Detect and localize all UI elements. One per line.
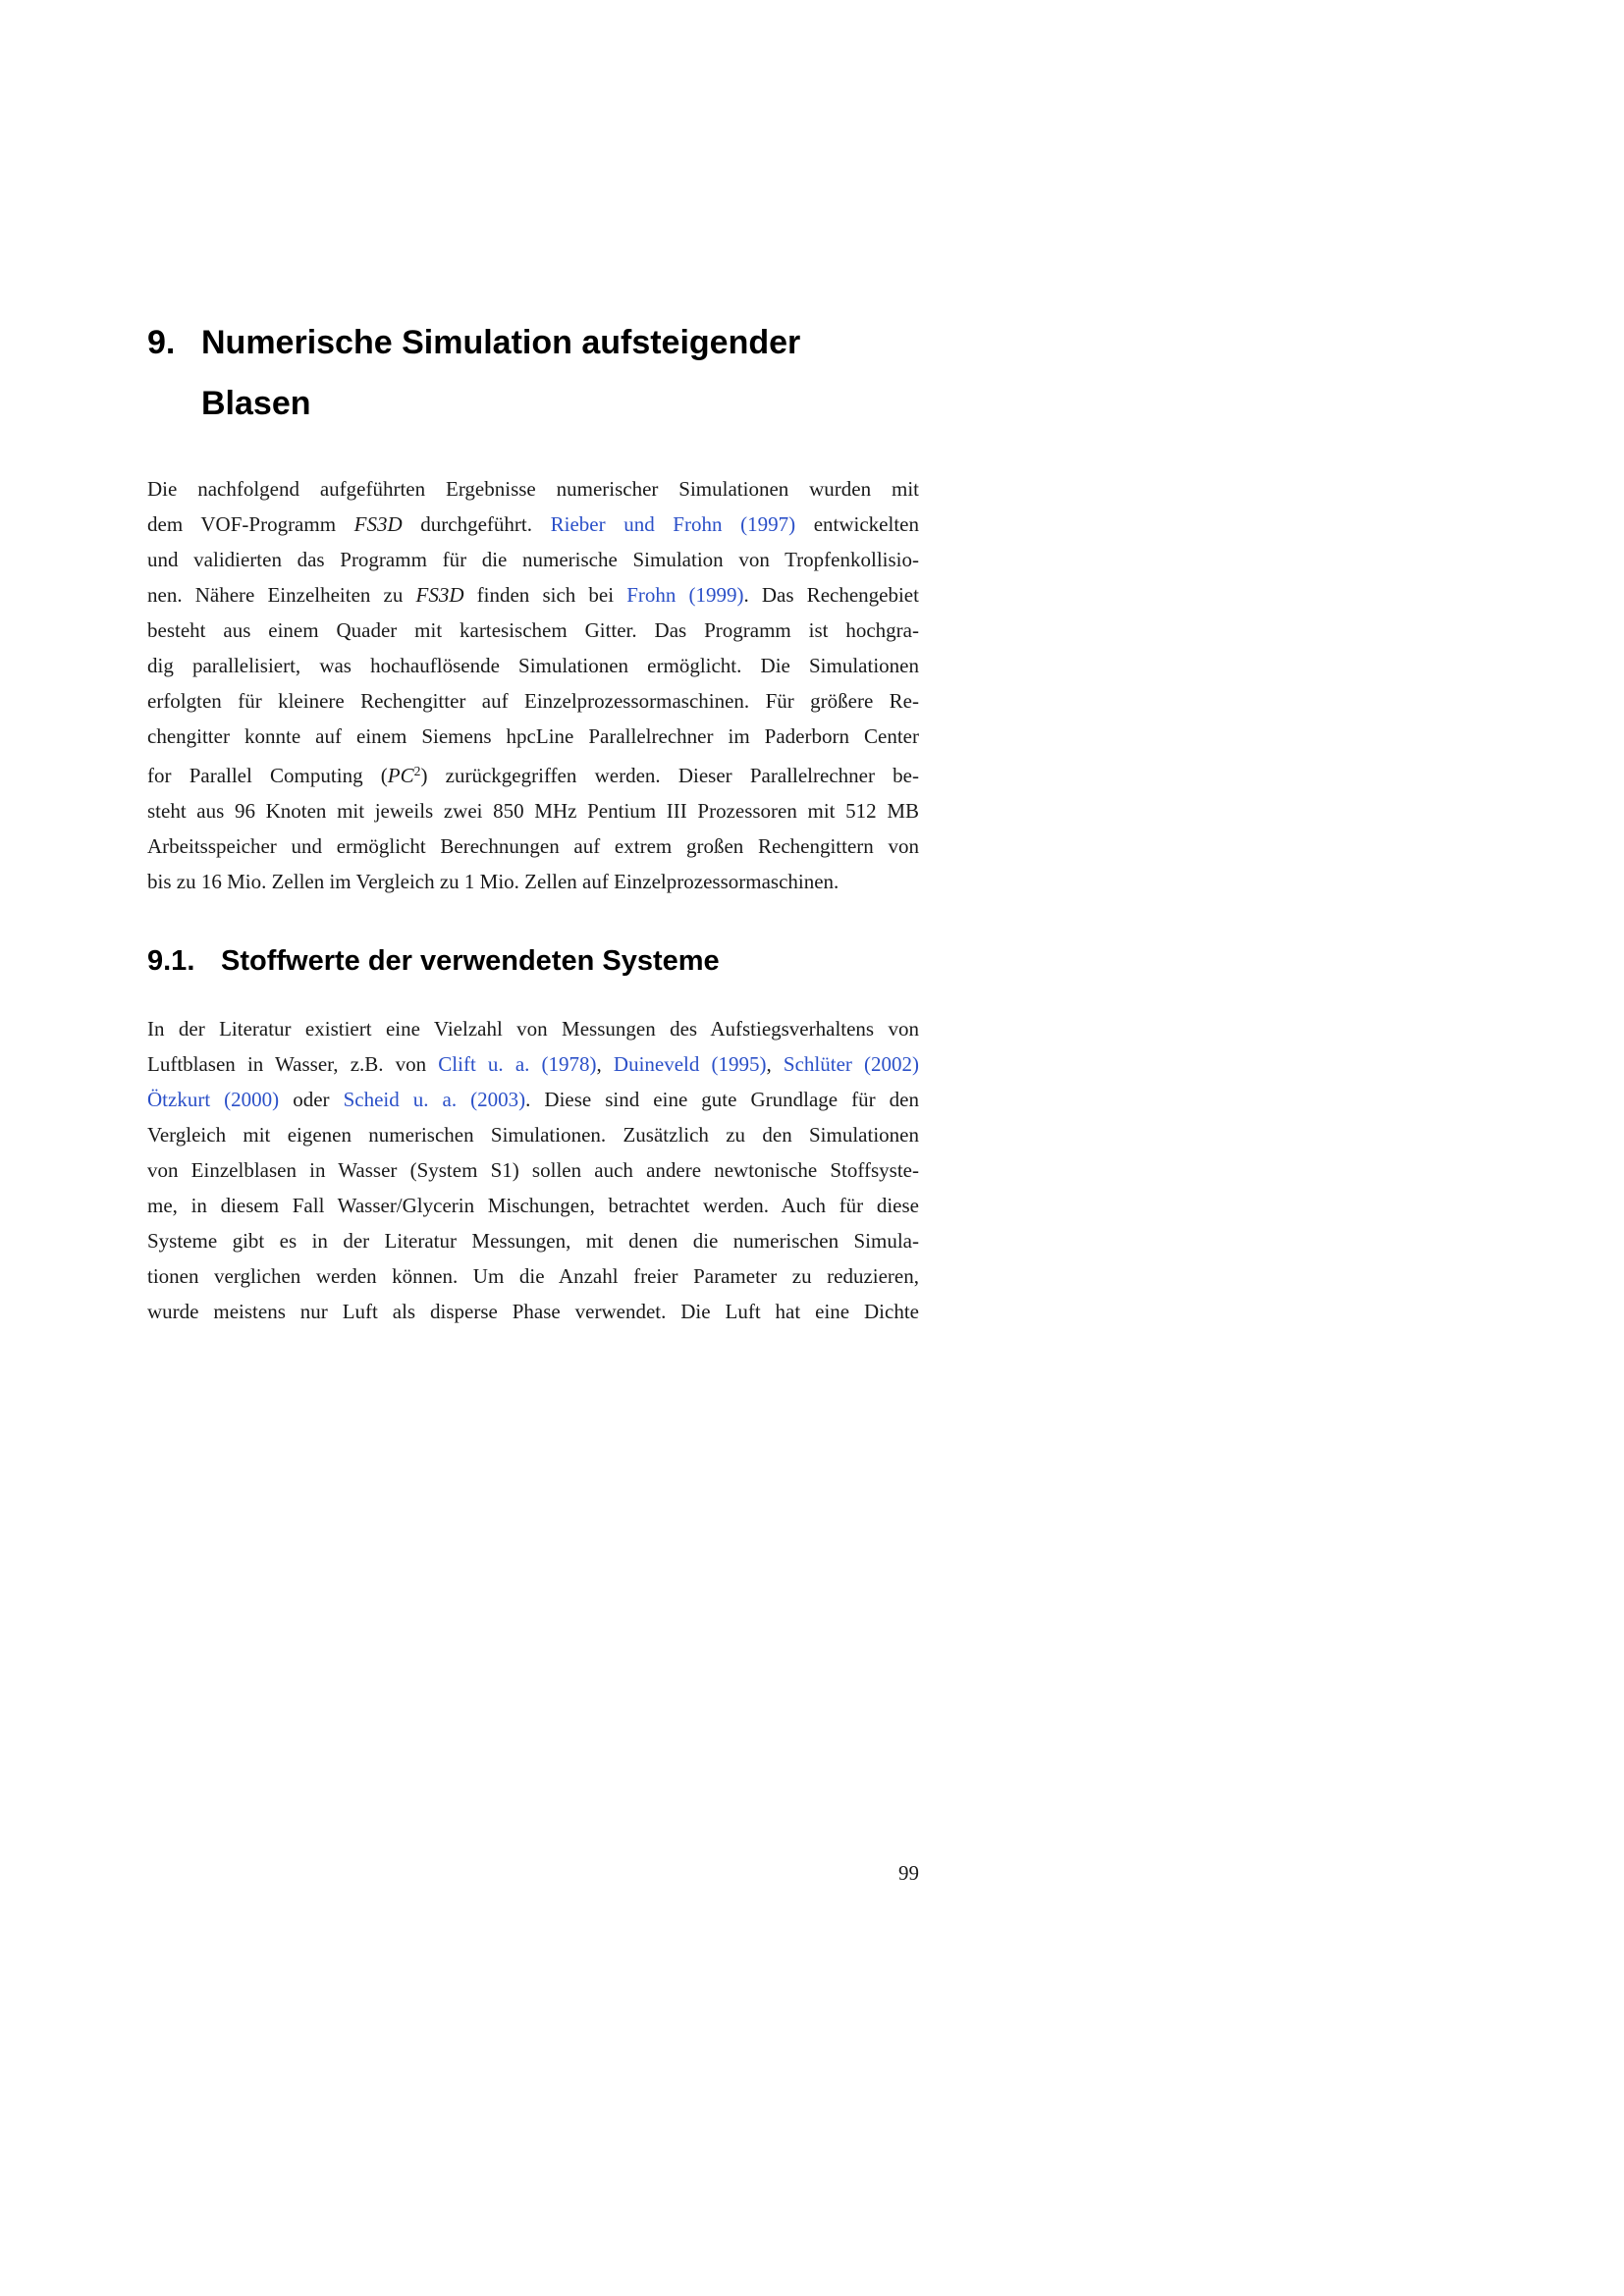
citation-link[interactable]: Clift u. a. (1978) [438, 1052, 597, 1076]
section-number: 9.1. [147, 945, 195, 977]
text-line [147, 471, 919, 507]
paragraph-stoffwerte [147, 1011, 919, 1329]
text-segment: . Das Rechengebiet [743, 583, 919, 607]
text-line [147, 613, 919, 648]
citation-link[interactable]: Schlüter (2002) [783, 1052, 920, 1076]
text-segment: . Diese sind eine gute Grundlage für den [525, 1088, 919, 1111]
text-line [147, 1258, 919, 1294]
text-segment: dem VOF-Programm [147, 512, 354, 536]
text-segment: und validierten das Programm für die numerische Simulation von Tropfenkollisio- [147, 548, 919, 571]
text-segment: dig parallelisiert, was hochauflösende Simulationen ermöglicht. Die Simulationen [147, 654, 919, 677]
text-line [147, 1188, 919, 1223]
text-segment: FS3D [353, 512, 403, 536]
text-line [147, 793, 919, 828]
text-line [147, 507, 919, 542]
section-title: Stoffwerte der verwendeten Systeme [221, 945, 720, 977]
text-line [147, 754, 919, 793]
text-line [147, 683, 919, 719]
chapter-number: 9. [147, 324, 176, 361]
citation-link[interactable]: Scheid u. a. (2003) [343, 1088, 526, 1111]
text-segment: Luftblasen in Wasser, z.B. von [147, 1052, 439, 1076]
section-heading [147, 942, 919, 980]
text-segment: ) zurückgegriffen werden. Dieser Parallelrechner be- [420, 763, 919, 787]
citation-link[interactable]: Rieber und Frohn (1997) [550, 512, 796, 536]
text-segment: bis zu 16 Mio. Zellen im Vergleich zu 1 Mio. Zellen auf Einzelprozessormaschinen. [147, 869, 839, 893]
text-line [147, 1223, 919, 1258]
chapter-title-line: Numerische Simulation aufsteigender [201, 324, 801, 361]
text-segment: 2 [413, 764, 421, 778]
text-segment: durchgeführt. [402, 512, 551, 536]
text-line [147, 1011, 919, 1046]
text-segment: , [766, 1052, 784, 1076]
text-line [147, 864, 919, 899]
chapter-heading [147, 312, 919, 434]
text-segment: entwickelten [795, 512, 919, 536]
text-segment: oder [279, 1088, 344, 1111]
text-segment: , [596, 1052, 614, 1076]
text-block [147, 0, 919, 2296]
text-segment: Arbeitsspeicher und ermöglicht Berechnungen auf extrem großen Rechengittern von [147, 833, 919, 858]
citation-link[interactable]: Frohn (1999) [626, 583, 744, 607]
citation-link[interactable]: Ötzkurt (2000) [147, 1088, 280, 1111]
chapter-title [201, 312, 919, 434]
text-segment: for Parallel Computing ( [147, 763, 388, 787]
text-segment: erfolgten für kleinere Rechengitter auf Einzelprozessormaschinen. Für größere Re- [147, 689, 919, 713]
chapter-title-line: Blasen [201, 385, 311, 422]
text-line [147, 828, 919, 864]
text-segment: me, in diesem Fall Wasser/Glycerin Mischungen, betrachtet werden. Auch für diese [147, 1194, 919, 1217]
text-segment: tionen verglichen werden können. Um die Anzahl freier Parameter zu reduzieren, [147, 1264, 919, 1288]
citation-link[interactable]: Duineveld (1995) [613, 1052, 767, 1076]
text-segment: Die nachfolgend aufgeführten Ergebnisse numerischer Simulationen wurden mit [147, 477, 919, 501]
text-segment: In der Literatur existiert eine Vielzahl von Messungen des Aufstiegsverhaltens von [147, 1017, 919, 1041]
text-line [147, 1152, 919, 1188]
text-segment: nen. Nähere Einzelheiten zu [147, 583, 416, 607]
text-line [147, 1046, 919, 1082]
text-segment: besteht aus einem Quader mit kartesischem Gitter. Das Programm ist hochgra- [147, 618, 919, 642]
text-line [147, 1294, 919, 1329]
paragraph-simulation-intro [147, 471, 919, 899]
text-line [147, 1117, 919, 1152]
text-segment: finden sich bei [463, 583, 627, 607]
text-segment: PC [387, 763, 414, 787]
text-line [147, 648, 919, 683]
text-segment: FS3D [415, 583, 464, 607]
text-line [147, 719, 919, 754]
page-number: 99 [898, 1861, 919, 1885]
text-segment: von Einzelblasen in Wasser (System S1) sollen auch andere newtonische Stoffsyste- [147, 1158, 919, 1182]
text-line [147, 1082, 919, 1117]
text-line [147, 577, 919, 613]
text-segment: chengitter konnte auf einem Siemens hpcLine Parallelrechner im Paderborn Center [147, 724, 919, 748]
text-segment: steht aus 96 Knoten mit jeweils zwei 850 MHz Pentium III Prozessoren mit 512 MB [147, 798, 919, 823]
text-segment: wurde meistens nur Luft als disperse Phase verwendet. Die Luft hat eine Dichte [147, 1300, 919, 1323]
text-line [147, 542, 919, 577]
text-segment: Vergleich mit eigenen numerischen Simulationen. Zusätzlich zu den Simulationen [147, 1123, 919, 1147]
text-segment: Systeme gibt es in der Literatur Messungen, mit denen die numerischen Simula- [147, 1229, 919, 1253]
